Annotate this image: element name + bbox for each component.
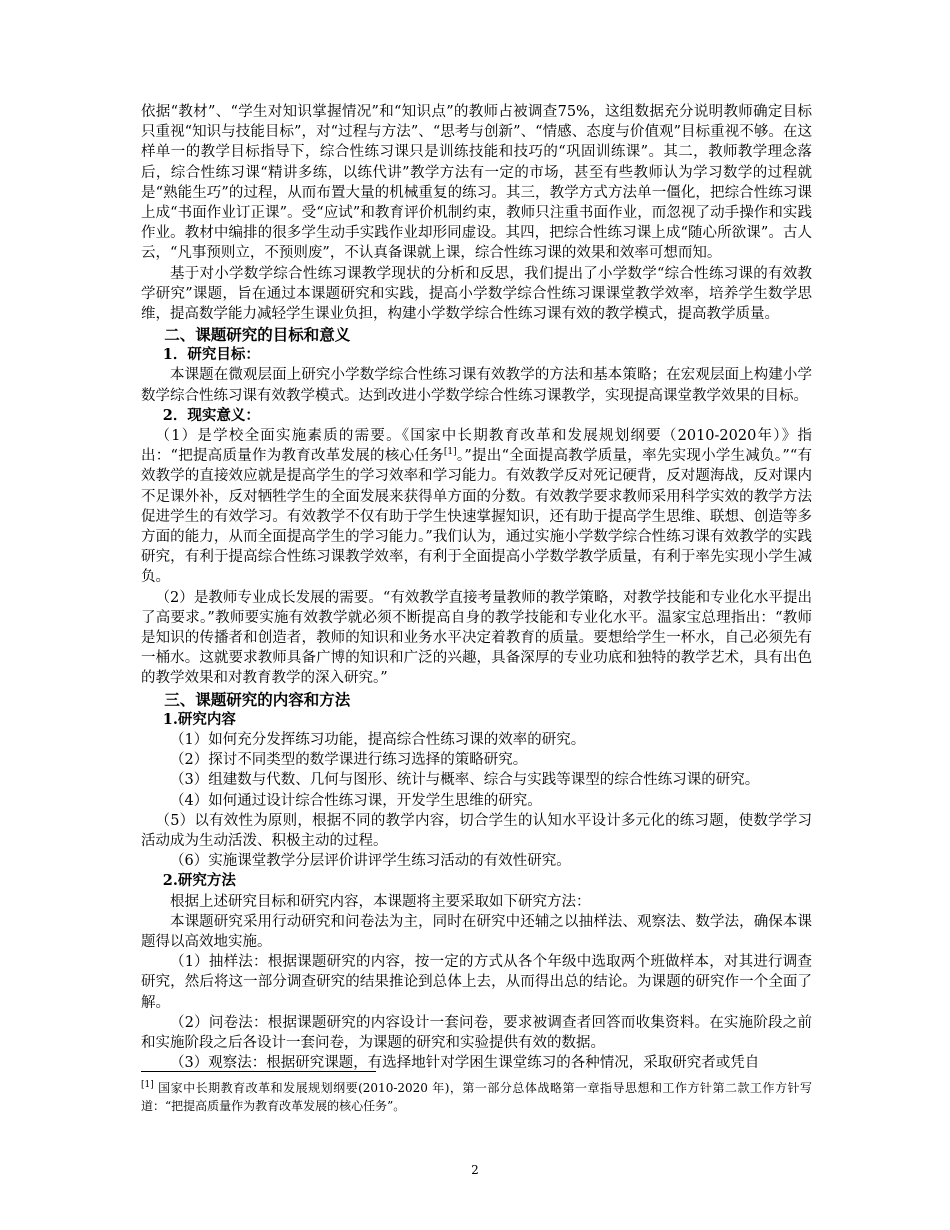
paragraph-methods-overview: 本课题研究采用行动研究和问卷法为主，同时在研究中还辅之以抽样法、观察法、数学法，确保本课题得以高效地实施。 [141,913,812,950]
paragraph-significance-1 [141,426,812,588]
section-heading-goals: 二、课题研究的目标和意义 [164,325,351,345]
significance-1-part-b: 。”提出“全面提高教学质量，率先实现小学生减负。”“有效教学的直接效应就是提高学生的学习效率和学习能力。有效教学反对死记硬背，反对题海战，反对课内不足课外补，反对牺牲学生的全面发展来获得单方面的分数。有效教学要求教师采用科学实效的教学方法促进学生的有效学习。有效教学不仅有助于学生快速掌握知识，还有助于提高学生思维、联想、创造等多方面的能力，从而全面提高学生的学习能力。”我们认为，通过实施小学数学综合性练习课有效教学的实践研究，有利于提高综合性练习课教学效率，有利于全面提高小学数学教学质量，有利于率先实现小学生减负。 [141,448,812,586]
content-item: （2）探讨不同类型的数学课进行练习选择的策略研究。 [170,752,528,769]
paragraph-method-sampling: （1）抽样法：根据课题研究的内容，按一定的方式从各个年级中选取两个班做样本，对其进行调查研究，然后将这一部分调查研究的结果推论到总体上去，从而得出总的结论。为课题的研究作一个全面了解。 [141,954,812,1011]
body-text [141,102,812,1073]
subheading-research-content: 1.研究内容 [162,710,236,728]
footnote-mark: [1] [141,1080,154,1090]
footnote-reference[interactable]: [1] [443,447,457,458]
content-item: （3）组建数与代数、几何与图形、统计与概率、综合与实践等课型的综合性练习课的研究。 [170,772,760,789]
subheading-research-goal: 1．研究目标： [162,346,260,364]
content-item: （4）如何通过设计综合性练习课，开发学生思维的研究。 [170,792,542,809]
paragraph-method-observation: （3）观察法：根据研究课题，有选择地针对学困生课堂练习的各种情况，采取研究者或凭自 [170,1055,760,1072]
paragraph-background: 基于对小学数学综合性练习课教学现状的分析和反思，我们提出了小学数学“综合性练习课的有效教学研究”课题，旨在通过本课题研究和实践，提高小学数学综合性练习课课堂教学效率，培养学生数学思维，提高数学能力减轻学生课业负担，构建小学数学综合性练习课有效的教学模式，提高教学质量。 [141,265,812,323]
paragraph-method-questionnaire: （2）问卷法：根据课题研究的内容设计一套问卷，要求被调查者回答而收集资料。在实施阶段之前和实施阶段之后各设计一套问卷，为课题的研究和实验提供有效的数据。 [141,1014,812,1051]
paragraph-research-goal: 本课题在微观层面上研究小学数学综合性练习课有效教学的方法和基本策略；在宏观层面上构建小学数学综合性练习课有效教学模式。达到改进小学数学综合性练习课教学，实现提高课堂教学效果的目标。 [141,367,812,404]
content-item: （6）实施课堂教学分层评价讲评学生练习活动的有效性研究。 [170,853,571,870]
paragraph-methods-intro: 根据上述研究目标和研究内容，本课题将主要采取如下研究方法： [170,893,591,910]
footnote-divider [141,1071,376,1072]
footnote [141,1079,812,1115]
page-number: 2 [471,1163,479,1177]
subheading-research-methods: 2.研究方法 [162,872,236,890]
footnote-text: 国家中长期教育改革和发展规划纲要(2010-2020 年)，第一部分总体战略第一章指导思想和工作方针第二款工作方针写道：“把提高质量作为教育改革发展的核心任务”。 [141,1081,812,1113]
subheading-significance: 2．现实意义： [162,406,260,424]
paragraph-significance-2: （2）是教师专业成长发展的需要。“有效教学直接考量教师的教学策略，对教学技能和专业化水平提出了高要求。”教师要实施有效教学就必须不断提高自身的教学技能和专业化水平。温家宝总理指出：“教师是知识的传播者和创造者，教师的知识和业务水平决定着教育的质量。要想给学生一杯水，自己必须先有一桶水。这就要求教师具备广博的知识和广泛的兴趣，具备深厚的专业功底和独特的教学艺术，具有出色的教学效果和对教育教学的深入研究。” [141,589,812,687]
significance-1-part-a: （1）是学校全面实施素质的需要。《国家中长期教育改革和发展规划纲要（2010-2020年）》指出：“把提高质量作为教育改革发展的核心任务 [141,428,812,465]
paragraph-status-analysis: 依据“教材”、“学生对知识掌握情况”和“知识点”的教师占被调查75%，这组数据充分说明教师确定目标只重视“知识与技能目标”，对“过程与方法”、“思考与创新”、“情感、态度与价值观”目标重视不够。在这样单一的教学目标指导下，综合性练习课只是训练技能和技巧的“巩固训练课”。其二，教师教学理念落后，综合性练习课“精讲多练，以练代讲”教学方法有一定的市场，甚至有些教师认为学习数学的过程就是“熟能生巧”的过程，从而布置大量的机械重复的练习。其三，教学方式方法单一僵化，把综合性练习课上成“书面作业订正课”。受“应试”和教育评价机制约束，教师只注重书面作业，而忽视了动手操作和实践作业。教材中编排的很多学生动手实践作业却形同虚设。其四，把综合性练习课上成“随心所欲课”。古人云，“凡事预则立，不预则废”，不认真备课就上课，综合性练习课的效果和效率可想而知。 [141,104,812,262]
content-item: （5）以有效性为原则，根据不同的教学内容，切合学生的认知水平设计多元化的练习题，使数学学习活动成为生动活泼、积极主动的过程。 [141,812,812,849]
section-heading-content-methods: 三、课题研究的内容和方法 [164,689,351,709]
content-item: （1）如何充分发挥练习功能，提高综合性练习课的效率的研究。 [170,731,586,748]
